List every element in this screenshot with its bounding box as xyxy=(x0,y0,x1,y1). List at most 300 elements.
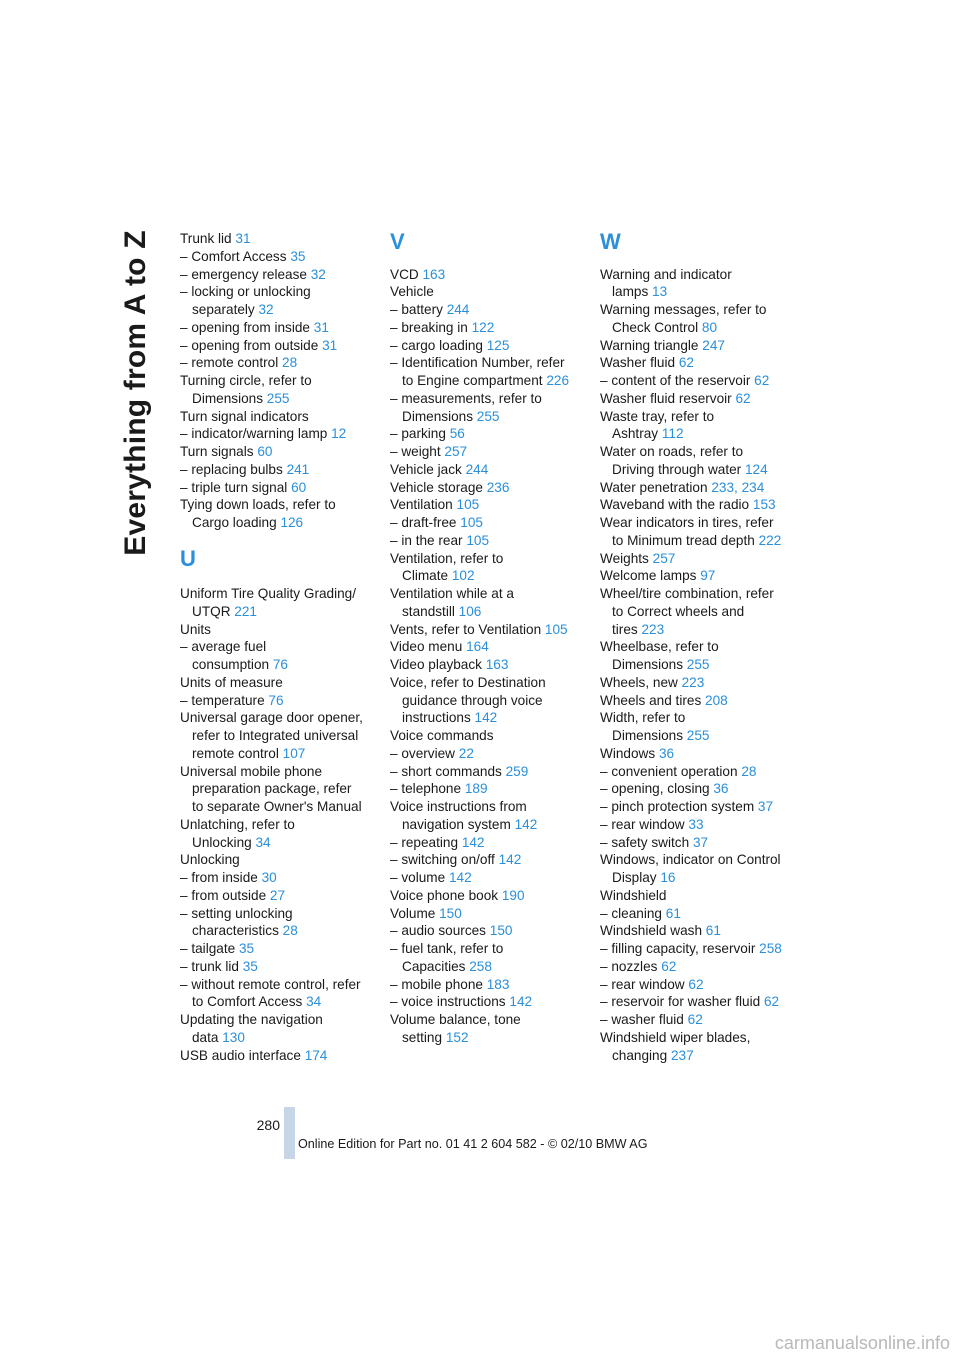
index-letter: V xyxy=(390,229,405,254)
page-reference-link[interactable]: 12 xyxy=(331,426,347,442)
page-reference-link[interactable]: 35 xyxy=(242,958,258,974)
index-column-1 xyxy=(180,230,375,1064)
index-term: consumption xyxy=(192,657,270,672)
index-term: Check Control xyxy=(612,319,699,335)
page-reference-link[interactable]: 28 xyxy=(282,923,298,939)
index-entry xyxy=(180,940,375,958)
index-entry xyxy=(390,656,588,674)
index-entry xyxy=(600,567,798,585)
index-entry xyxy=(390,905,588,923)
index-term: Warning and indicator xyxy=(600,266,732,282)
page-reference-link[interactable]: 36 xyxy=(713,781,729,797)
index-term: Waste tray, refer to xyxy=(600,408,715,424)
index-entry xyxy=(600,745,798,763)
index-entry xyxy=(600,1011,798,1029)
watermark: carmanualsonline.info xyxy=(774,1333,950,1353)
page-reference-link[interactable]: 257 xyxy=(652,550,676,566)
index-term: data xyxy=(192,1029,219,1045)
index-term: – audio sources xyxy=(390,923,486,939)
index-entry xyxy=(390,674,588,692)
page-reference-link[interactable]: 62 xyxy=(763,994,780,1010)
index-entry xyxy=(390,390,588,408)
page-reference-link[interactable]: 61 xyxy=(665,905,681,921)
page-reference-link[interactable]: 226 xyxy=(546,373,570,388)
page-reference-link[interactable]: 223 xyxy=(681,674,705,690)
index-entry-continuation xyxy=(390,692,588,710)
page-reference-link[interactable]: 28 xyxy=(741,763,757,779)
index-entry xyxy=(600,337,798,355)
page-reference-link[interactable]: 142 xyxy=(474,710,498,726)
page-reference-link[interactable]: 105 xyxy=(466,532,490,548)
index-term: – rear window xyxy=(600,976,685,992)
index-entry xyxy=(600,780,798,798)
page-reference-link[interactable]: 255 xyxy=(266,390,290,406)
index-term: – overview xyxy=(390,745,455,761)
index-entry-continuation xyxy=(390,709,588,727)
page-reference-link[interactable]: 31 xyxy=(313,319,329,335)
index-entry xyxy=(180,372,375,390)
page-reference-link[interactable]: 30 xyxy=(261,870,277,885)
index-term: Water on roads, refer to xyxy=(600,444,744,459)
page-reference-link[interactable]: 247 xyxy=(702,337,725,353)
index-entry xyxy=(180,337,375,355)
index-entry xyxy=(390,532,588,550)
index-term: – washer fluid xyxy=(600,1012,684,1027)
index-term: – pinch protection system xyxy=(600,799,755,814)
index-entry xyxy=(180,354,375,372)
index-entry-continuation xyxy=(600,461,798,479)
index-entry xyxy=(390,780,588,798)
index-term: Video playback xyxy=(390,657,482,672)
index-term: VCD xyxy=(390,266,419,282)
index-term: – telephone xyxy=(390,781,462,797)
page-reference-link[interactable]: 124 xyxy=(744,461,768,477)
index-entry xyxy=(180,887,375,905)
page-reference-link[interactable]: 56 xyxy=(449,426,465,442)
page-reference-link[interactable]: 80 xyxy=(701,319,718,335)
page-reference-link[interactable]: 112 xyxy=(661,426,684,442)
page-reference-link[interactable]: 130 xyxy=(222,1029,245,1045)
index-letter-heading xyxy=(390,230,588,266)
section-title-text: Everything from A to Z xyxy=(119,230,152,556)
index-entry xyxy=(180,1011,375,1029)
page-reference-link[interactable]: 255 xyxy=(686,657,710,672)
index-entry-continuation xyxy=(600,656,798,674)
index-term: Units xyxy=(180,621,211,637)
page-reference-link[interactable]: 35 xyxy=(290,248,306,264)
index-entry xyxy=(180,621,375,639)
index-entry xyxy=(390,763,588,781)
index-entry xyxy=(390,798,588,816)
index-term: refer to Integrated universal xyxy=(192,728,359,743)
index-entry xyxy=(390,354,588,372)
page-reference-link[interactable]: 150 xyxy=(489,923,513,939)
index-term: Wheels, new xyxy=(600,674,678,690)
index-entry xyxy=(600,266,798,284)
index-entry xyxy=(390,727,588,745)
index-term: – convenient operation xyxy=(600,763,738,779)
page-reference-link[interactable]: 142 xyxy=(509,994,533,1010)
index-entry xyxy=(390,976,588,994)
index-term: Display xyxy=(612,870,657,885)
page-reference-link[interactable]: 62 xyxy=(687,1012,703,1027)
index-entry-continuation xyxy=(600,869,798,887)
index-entry xyxy=(390,834,588,852)
index-entry xyxy=(180,958,375,976)
page-reference-link[interactable]: 35 xyxy=(238,941,255,956)
index-term: Wheelbase, refer to xyxy=(600,639,719,655)
index-term: Width, refer to xyxy=(600,710,686,726)
index-entry xyxy=(180,461,375,479)
index-entry xyxy=(600,443,798,461)
index-term: – trunk lid xyxy=(180,958,239,974)
index-entry xyxy=(600,479,798,497)
page-reference-link[interactable]: 259 xyxy=(505,763,529,779)
index-entry-continuation xyxy=(600,532,798,550)
index-entry xyxy=(390,496,588,514)
page-reference-link[interactable]: 258 xyxy=(759,941,782,956)
index-entry xyxy=(180,816,375,834)
index-letter: W xyxy=(600,229,621,254)
index-term: Capacities xyxy=(402,958,466,974)
index-entry xyxy=(390,993,588,1011)
index-entry xyxy=(180,496,375,514)
index-entry xyxy=(390,461,588,479)
page-reference-link[interactable]: 257 xyxy=(444,444,468,459)
index-term: preparation package, refer xyxy=(192,781,352,797)
index-term: Vents, refer to Ventilation xyxy=(390,621,542,637)
index-term: – replacing bulbs xyxy=(180,461,283,477)
page-reference-link[interactable]: 31 xyxy=(235,231,251,246)
index-entry xyxy=(600,709,798,727)
index-entry xyxy=(180,692,375,710)
index-letter: U xyxy=(180,545,196,571)
index-entry xyxy=(600,1029,798,1047)
page-reference-link[interactable]: 34 xyxy=(255,834,271,850)
index-entry xyxy=(600,390,798,408)
page-reference-link[interactable]: 152 xyxy=(445,1029,469,1045)
index-entry xyxy=(180,1047,375,1065)
index-term: – setting unlocking xyxy=(180,905,293,921)
page-reference-link[interactable]: 76 xyxy=(268,692,284,708)
index-term: Vehicle xyxy=(390,284,434,300)
page-reference-link[interactable]: 142 xyxy=(461,834,485,850)
page-reference-link[interactable]: 105 xyxy=(456,497,480,513)
index-letter-heading xyxy=(600,230,798,266)
page-reference-link[interactable]: 62 xyxy=(754,373,770,388)
index-term: Cargo loading xyxy=(192,515,277,530)
index-term: – filling capacity, reservoir xyxy=(600,941,756,956)
index-entry-continuation xyxy=(180,727,375,745)
page-reference-link[interactable]: 27 xyxy=(269,887,286,903)
index-term: – emergency release xyxy=(180,266,307,282)
page-reference-link[interactable]: 142 xyxy=(514,816,538,832)
index-term: Tying down loads, refer to xyxy=(180,497,336,513)
index-term: Windows, indicator on Control xyxy=(600,852,781,868)
page-reference-link[interactable]: 190 xyxy=(501,887,525,903)
index-term: – breaking in xyxy=(390,319,468,335)
index-term: Vehicle storage xyxy=(390,479,483,495)
index-entry xyxy=(600,816,798,834)
index-entry xyxy=(600,976,798,994)
page-reference-link[interactable]: 163 xyxy=(485,657,509,672)
index-entry xyxy=(390,887,588,905)
page-reference-link[interactable]: 142 xyxy=(498,852,522,868)
index-entry xyxy=(390,638,588,656)
index-term: – rear window xyxy=(600,816,685,832)
index-term: UTQR xyxy=(192,603,231,619)
page-reference-link[interactable]: 106 xyxy=(458,603,482,619)
index-term: Water penetration xyxy=(600,479,708,495)
index-entry xyxy=(600,514,798,532)
index-term: setting xyxy=(402,1029,443,1045)
page-reference-link[interactable]: 125 xyxy=(486,337,510,353)
index-entry-continuation xyxy=(180,603,375,621)
index-term: – measurements, refer to xyxy=(390,390,542,406)
page-reference-link[interactable]: 28 xyxy=(282,355,298,371)
index-term: – mobile phone xyxy=(390,976,483,992)
index-entry-continuation xyxy=(180,514,375,532)
index-entry xyxy=(600,585,798,603)
index-term: Driving through water xyxy=(612,461,742,477)
page-reference-link[interactable]: 32 xyxy=(310,266,326,282)
page-reference-link[interactable]: 97 xyxy=(700,568,716,584)
index-entry xyxy=(390,550,588,568)
index-term: – cargo loading xyxy=(390,337,483,353)
page-reference-link[interactable]: 31 xyxy=(322,337,338,353)
page-reference-link[interactable]: 16 xyxy=(660,870,676,885)
page-reference-link[interactable]: 236 xyxy=(486,479,510,495)
index-entry xyxy=(180,869,375,887)
index-entry xyxy=(390,266,588,284)
index-entry xyxy=(180,585,375,603)
index-entry xyxy=(180,851,375,869)
index-term: – Identification Number, refer xyxy=(390,355,565,371)
index-entry-continuation xyxy=(390,603,588,621)
page-reference-link[interactable]: 62 xyxy=(735,390,751,406)
index-term: – opening from inside xyxy=(180,319,310,335)
index-entry-continuation xyxy=(180,301,375,319)
index-entry xyxy=(180,905,375,923)
page-reference-link[interactable]: 62 xyxy=(661,958,677,974)
index-term: – volume xyxy=(390,870,446,885)
index-term: Turn signal indicators xyxy=(180,408,309,424)
index-term: – fuel tank, refer to xyxy=(390,941,504,956)
index-entry xyxy=(180,283,375,301)
index-term: Voice instructions from xyxy=(390,799,527,814)
footer-text: Online Edition for Part no. 01 41 2 604 582 - © 02/10 BMW AG xyxy=(298,1137,648,1151)
index-term: Unlocking xyxy=(192,834,252,850)
index-term: Welcome lamps xyxy=(600,568,697,584)
index-term: separately xyxy=(192,302,255,317)
index-term: Universal mobile phone xyxy=(180,763,323,779)
page-reference-link[interactable]: 258 xyxy=(469,958,492,974)
index-term: Climate xyxy=(402,568,449,584)
page-reference-link[interactable]: 150 xyxy=(439,905,462,921)
index-term: Washer fluid reservoir xyxy=(600,390,732,406)
index-term: Dimensions xyxy=(402,408,474,424)
index-term: – draft-free xyxy=(390,515,457,530)
page-reference-link[interactable]: 62 xyxy=(688,976,704,992)
index-term: standstill xyxy=(402,603,455,619)
index-entry-continuation xyxy=(390,372,588,390)
page-reference-link[interactable]: 163 xyxy=(422,266,446,282)
page-reference-link[interactable]: 222 xyxy=(758,532,782,548)
page-reference-link[interactable]: 60 xyxy=(257,444,273,459)
index-term: USB audio interface xyxy=(180,1047,301,1063)
index-entry xyxy=(180,319,375,337)
index-entry xyxy=(600,798,798,816)
page-reference-link[interactable]: 102 xyxy=(451,568,475,584)
page-reference-link[interactable]: 105 xyxy=(460,515,483,530)
index-term: navigation system xyxy=(402,816,511,832)
index-entry-continuation xyxy=(390,958,588,976)
index-term: – from inside xyxy=(180,870,258,885)
index-term: Turn signals xyxy=(180,444,254,459)
index-term: – Comfort Access xyxy=(180,248,287,264)
page-reference-link[interactable]: 33 xyxy=(688,816,704,832)
index-term: changing xyxy=(612,1047,668,1063)
index-term: Dimensions xyxy=(612,657,684,672)
index-term: Ventilation while at a xyxy=(390,586,514,601)
page-reference-link[interactable]: 62 xyxy=(678,355,694,371)
page-reference-link[interactable]: 107 xyxy=(282,745,306,761)
index-term: Windshield wash xyxy=(600,923,702,939)
index-entry xyxy=(600,763,798,781)
page-reference-link[interactable]: 223 xyxy=(641,621,665,637)
page-reference-link[interactable]: 244 xyxy=(465,461,489,477)
index-entry xyxy=(390,514,588,532)
page-reference-link[interactable]: 122 xyxy=(471,319,495,335)
index-term: tires xyxy=(612,621,638,637)
index-term: – indicator/warning lamp xyxy=(180,426,328,442)
index-entry xyxy=(390,443,588,461)
page-reference-link[interactable]: 76 xyxy=(272,657,288,672)
page-reference-link[interactable]: 153 xyxy=(752,497,776,513)
page-reference-link[interactable]: 174 xyxy=(304,1047,328,1063)
index-entry xyxy=(390,940,588,958)
index-entry-continuation xyxy=(600,283,798,301)
page-reference-link[interactable]: 244 xyxy=(446,302,470,317)
index-term: characteristics xyxy=(192,923,279,939)
index-term: Units of measure xyxy=(180,674,283,690)
page-reference-link[interactable]: 221 xyxy=(234,603,257,619)
page-reference-link[interactable]: 22 xyxy=(458,745,474,761)
page-reference-link[interactable]: 60 xyxy=(291,479,307,495)
index-term: – weight xyxy=(390,444,441,459)
index-entry xyxy=(180,674,375,692)
index-entry xyxy=(600,851,798,869)
index-entry-continuation xyxy=(390,816,588,834)
index-term: lamps xyxy=(612,284,649,300)
index-entry-continuation xyxy=(180,834,375,852)
page-reference-link[interactable]: 37 xyxy=(692,834,709,850)
page-reference-link[interactable]: 13 xyxy=(652,284,668,300)
index-letter-heading xyxy=(180,532,375,585)
index-term: to Correct wheels and xyxy=(612,603,745,619)
index-entry xyxy=(600,905,798,923)
index-entry xyxy=(600,550,798,568)
index-entry xyxy=(390,337,588,355)
index-term: Ventilation xyxy=(390,497,453,513)
page-reference-link[interactable]: 208 xyxy=(705,692,728,708)
index-term: – from outside xyxy=(180,887,267,903)
index-entry-continuation xyxy=(180,745,375,763)
index-term: Wear indicators in tires, refer xyxy=(600,515,774,530)
page-reference-link[interactable]: 233, 234 xyxy=(711,479,765,495)
index-term: – switching on/off xyxy=(390,852,495,868)
index-term: Dimensions xyxy=(192,390,264,406)
page-reference-link[interactable]: 34 xyxy=(306,994,322,1010)
index-column-3 xyxy=(600,230,798,1064)
index-entry xyxy=(600,354,798,372)
index-entry-continuation xyxy=(600,621,798,639)
index-entry xyxy=(600,887,798,905)
index-entry xyxy=(600,638,798,656)
index-term: to Engine compartment xyxy=(402,373,543,388)
index-term: – reservoir for washer fluid xyxy=(600,994,761,1010)
index-term: Universal garage door opener, xyxy=(180,710,363,726)
index-term: remote control xyxy=(192,745,279,761)
page-reference-link[interactable]: 241 xyxy=(286,461,310,477)
page-reference-link[interactable]: 126 xyxy=(280,515,304,530)
index-term: – locking or unlocking xyxy=(180,284,311,300)
index-entry xyxy=(390,301,588,319)
footer-accent-bar xyxy=(284,1107,295,1159)
index-entry-continuation xyxy=(600,319,798,337)
index-entry xyxy=(180,479,375,497)
section-title xyxy=(116,228,156,558)
page-reference-link[interactable]: 255 xyxy=(686,728,710,743)
index-entry xyxy=(180,638,375,656)
index-term: instructions xyxy=(402,710,471,726)
page-reference-link[interactable]: 237 xyxy=(670,1047,694,1063)
page-reference-link[interactable]: 189 xyxy=(464,781,488,797)
index-entry-continuation xyxy=(180,390,375,408)
index-entry xyxy=(390,283,588,301)
page-reference-link[interactable]: 32 xyxy=(258,302,274,317)
index-term: Windows xyxy=(600,745,656,761)
index-term: – voice instructions xyxy=(390,994,506,1010)
index-term: Windshield xyxy=(600,887,667,903)
index-term: – temperature xyxy=(180,692,265,708)
index-term: – content of the reservoir xyxy=(600,373,751,388)
index-entry xyxy=(600,301,798,319)
index-term: Voice phone book xyxy=(390,887,499,903)
index-entry-continuation xyxy=(180,798,375,816)
page-reference-link[interactable]: 37 xyxy=(757,799,774,814)
page-reference-link[interactable]: 142 xyxy=(448,870,472,885)
index-term: Volume xyxy=(390,905,436,921)
index-entry xyxy=(390,319,588,337)
index-term: Weights xyxy=(600,550,649,566)
index-entry-continuation xyxy=(600,603,798,621)
index-term: – average fuel xyxy=(180,639,267,655)
page-reference-link[interactable]: 183 xyxy=(486,976,510,992)
page-reference-link[interactable]: 255 xyxy=(476,408,500,424)
page-reference-link[interactable]: 36 xyxy=(658,745,675,761)
index-term: Turning circle, refer to xyxy=(180,373,312,388)
index-entry xyxy=(390,745,588,763)
index-entry xyxy=(180,709,375,727)
index-term: guidance through voice xyxy=(402,692,543,708)
page-reference-link[interactable]: 105 xyxy=(544,621,568,637)
page-reference-link[interactable]: 61 xyxy=(705,923,721,939)
index-entry xyxy=(600,834,798,852)
index-entry xyxy=(600,496,798,514)
index-term: – opening, closing xyxy=(600,781,710,797)
page-reference-link[interactable]: 164 xyxy=(466,639,489,655)
